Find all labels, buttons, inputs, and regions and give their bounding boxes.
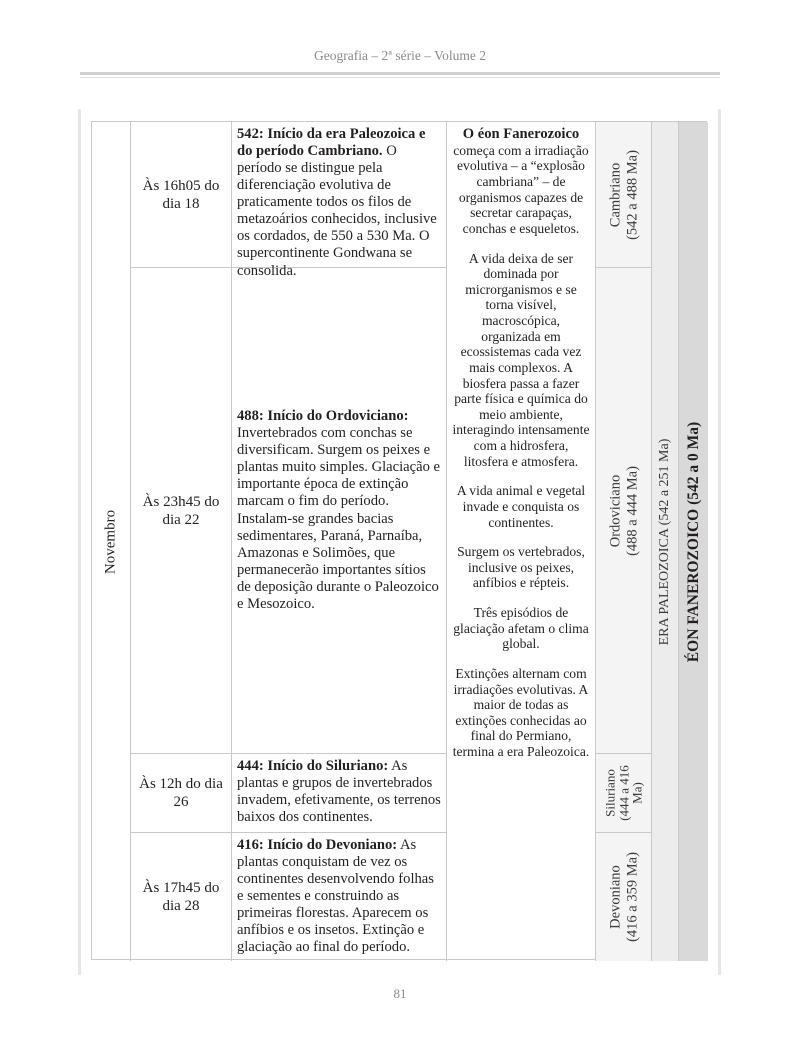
- event-description: [237, 758, 441, 826]
- period-range: (542 a 488 Ma): [623, 149, 640, 240]
- eon-description-title: O éon Fanerozoico: [462, 126, 580, 142]
- event-heading: 416: Início do Devoniano:: [237, 837, 398, 853]
- era-label: ERA PALEOZOICA (542 a 251 Ma): [656, 438, 672, 645]
- period-name: Ordoviciano: [606, 474, 623, 547]
- time-label: Às 12h do dia 26: [139, 776, 223, 810]
- event-text: As plantas e grupos de invertebrados invadem, efetivamente, os terrenos baixos dos continentes.: [237, 758, 441, 826]
- eon-paragraph: [452, 126, 590, 237]
- month-cell: [92, 122, 131, 961]
- page-number: 81: [393, 986, 407, 1001]
- time-label: Às 23h45 do dia 22: [142, 493, 220, 528]
- period-name: Siluriano: [602, 769, 618, 817]
- era-cell: [652, 122, 679, 961]
- event-cell: [232, 122, 447, 279]
- eon-paragraph-text: começa com a irradiação evolutiva – a “explosão cambriana” – de organismos capazes de secretar carapaças, conchas e esqueletos.: [453, 142, 589, 236]
- event-cell: [232, 754, 447, 833]
- period-cell-devoniano: [596, 833, 652, 961]
- time-label: Às 17h45 do dia 28: [142, 880, 220, 914]
- eon-paragraph: A vida deixa de ser dominada por microrganismos e se torna visível, macroscópica, organizada em ecossistemas cada vez mais complexos. A biosfera passa a fazer parte física e química do meio ambiente, interagindo intensamente com a hidrosfera, litosfera e atmosfera.: [452, 250, 590, 469]
- event-heading: 444: Início do Siluriano:: [237, 758, 389, 774]
- period-label: [607, 466, 640, 556]
- running-title: Geografia – 2ª série – Volume 2: [314, 48, 486, 63]
- event-text: O período se distingue pela diferenciação evolutiva de praticamente todos os filos de metazoários conhecidos, inclusive os cordados, de 550 a 530 Ma. O supercontinente Gondwana se consolida.: [237, 143, 437, 279]
- eon-paragraph: A vida animal e vegetal invade e conquista os continentes.: [456, 483, 586, 530]
- period-name: Devoniano: [606, 865, 623, 929]
- period-range: (488 a 444 Ma): [623, 465, 640, 556]
- header-rule: [80, 72, 720, 75]
- eon-label: ÉON FANEROZOICO (542 a 0 Ma): [684, 421, 702, 662]
- eon-paragraph: Extinções alternam com irradiações evolutivas. A maior de todas as extinções conhecidas ao final do Permiano, termina a era Paleozoica.: [452, 665, 590, 760]
- time-label: Às 16h05 do dia 18: [142, 177, 220, 212]
- time-cell: [131, 754, 232, 833]
- right-margin-bar: [718, 109, 721, 975]
- eon-description-cell: [447, 122, 596, 961]
- period-cell-cambriano: [596, 122, 652, 268]
- eon-paragraph: Três episódios de glaciação afetam o clima global.: [453, 605, 589, 652]
- event-text: Invertebrados com conchas se diversificam. Surgem os peixes e plantas muito simples. Glaciação e importante época de extinção marcam o fim do período. Instalam-se grandes bacias sedimentares, Paraná, Parnaíba, Amazonas e Solimões, que permanecerão importantes sítios de deposição durante o Paleozoico e Mesozoico.: [237, 425, 441, 612]
- period-cell-siluriano: [596, 754, 652, 833]
- event-text: As plantas conquistam de vez os continentes desenvolvendo folhas e sementes e construindo as primeiras florestas. Aparecem os anfíbios e os insetos. Extinção e glaciação ao final do período.: [237, 837, 434, 956]
- period-name: Cambriano: [606, 162, 623, 227]
- left-margin-bar: [78, 109, 81, 975]
- period-range: (416 a 359 Ma): [623, 852, 640, 942]
- time-cell: [131, 268, 232, 754]
- header-rule-thin: [80, 77, 720, 78]
- eon-paragraph: Surgem os vertebrados, inclusive os peixes, anfíbios e répteis.: [457, 544, 585, 591]
- month-label: Novembro: [102, 509, 119, 574]
- period-cell-ordoviciano: [596, 268, 652, 754]
- event-cell: [232, 833, 447, 961]
- event-description: [237, 126, 441, 280]
- event-heading: 542: Início da era Paleozoica e do período Cambriano.: [237, 126, 426, 160]
- event-description: [237, 408, 441, 613]
- period-label: Siluriano (444 a 416 Ma): [602, 765, 645, 821]
- event-heading: 488: Início do Ordoviciano:: [237, 408, 409, 425]
- event-description: [237, 837, 441, 956]
- event-cell: [232, 268, 447, 754]
- geologic-timeline-table: [91, 121, 707, 960]
- period-label: [607, 150, 640, 240]
- time-cell: [131, 122, 232, 268]
- time-cell: [131, 833, 232, 961]
- eon-cell: [679, 122, 708, 961]
- period-label: [607, 852, 640, 942]
